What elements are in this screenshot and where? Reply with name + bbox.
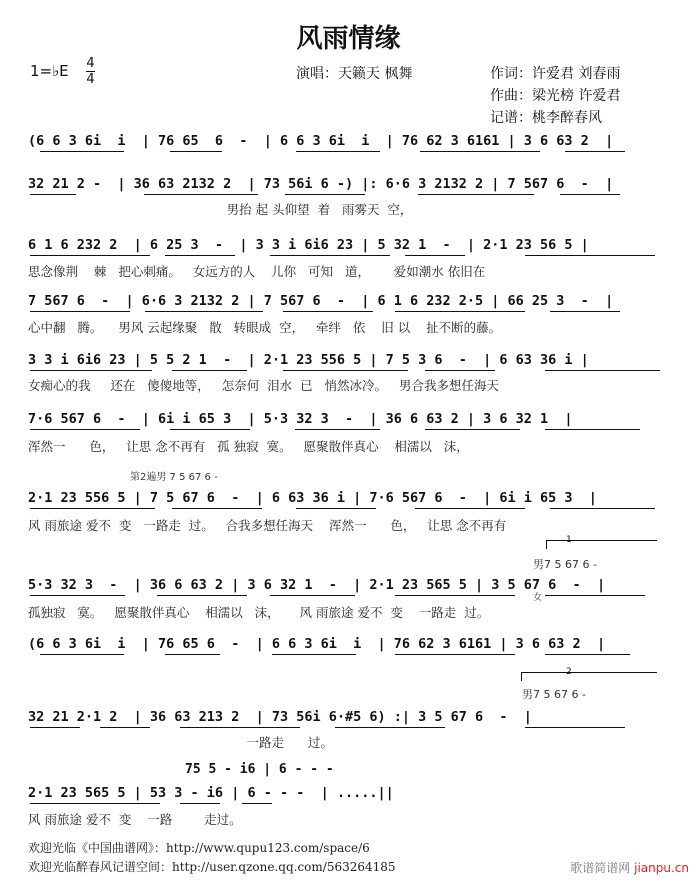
upper-voice-ending: 75 5 - i6 | 6 - - - (185, 762, 334, 777)
notation-row-8: 5·3 32 3 - | 36 6 63 2 | 3 6 32 1 - | 2·1 23 565 5 | 3 5 67 6 - | (28, 577, 606, 593)
footer-link-1: 欢迎光临《中国曲谱网》：http://www.qupu123.com/space/6 (28, 841, 370, 855)
notation-row-3: 6 1 6 232 2 | 6 25 3 - | 3 3 i 6i6 23 | 5 32 1 - | 2·1 23 56 5 | (28, 237, 589, 253)
lyric-row-3: 思念像荆 棘 把心刺痛。 女远方的人 儿你 可知 道， 爱如潮水 依旧在 (28, 264, 486, 279)
second-ending-number: 2 (566, 667, 572, 677)
lyric-row-10: 一路走 过。 (28, 735, 333, 750)
notation-row-4: 7 567 6 - | 6·6 3 2132 2 | 7 567 6 - | 6 1 6 232 2·5 | 66 25 3 - | (28, 293, 614, 309)
time-signature-bottom: 4 (86, 72, 95, 87)
lyric-row-7: 风 雨旅途 爱不 变 一路走 过。 合我多想任海天 浑然一 色， 让思 念不再有 (28, 518, 507, 533)
song-title: 风雨情缘 (296, 24, 401, 54)
notation-row-10: 32 21 2·1 2 | 36 63 213 2 | 73 56i 6·#5 6) :| 3 5 67 6 - | (28, 709, 532, 725)
lyric-row-8: 孤独寂 寞。 愿聚散伴真心 相濡以 沫， 风 雨旅途 爱不 变 一路走 过。 (28, 605, 490, 620)
lyric-row-5: 女痴心的我 还在 傻傻地等， 怎奈何 泪水 已 悄然冰冷。 男合我多想任海天 (28, 378, 499, 393)
singers-credit: 演唱：天籁天 枫舞 (296, 66, 413, 82)
second-ending-note: 第2遍男 7 5 67 6 - (130, 472, 218, 483)
notation-row-11: 2·1 23 565 5 | 53 3 - i6 | 6 - - - | .....|| (28, 785, 394, 801)
notation-row-9: (6 6 3 6i i | 76 65 6 - | 6 6 3 6i i | 76 62 3 6161 | 3 6 63 2 | (28, 636, 606, 652)
male-part-line-b: 男7 5 67 6 - (522, 688, 586, 701)
notation-row-1: (6 6 3 6i i | 76 65 6 - | 6 6 3 6i i | 76 62 3 6161 | 3 6 63 2 | (28, 133, 614, 149)
first-ending-bracket (546, 540, 657, 549)
lyric-row-2: 男抬 起 头仰望 着 雨雾天 空， (28, 202, 413, 217)
watermark-text-a: 歌谱简谱网 (570, 861, 631, 875)
female-part-label: 女 (533, 593, 543, 603)
watermark-text-b: jianpu.cn (634, 861, 689, 875)
lyricist-credit: 作词：许爱君 刘春雨 (490, 66, 621, 82)
lyric-row-11: 风 雨旅途 爱不 变 一路 走过。 (28, 812, 242, 827)
time-signature (86, 57, 95, 86)
key-signature: 1=♭E (30, 62, 69, 80)
male-part-line-a: 男7 5 67 6 - (533, 558, 597, 571)
watermark (570, 859, 689, 876)
notation-row-7: 2·1 23 556 5 | 7 5 67 6 - | 6 63 36 i | 7·6 567 6 - | 6i i 65 3 | (28, 490, 597, 506)
notation-row-2: 32 21 2 - | 36 63 2132 2 | 73 56i 6 -) |: 6·6 3 2132 2 | 7 567 6 - | (28, 176, 614, 192)
footer-link-2: 欢迎光临醉春风记谱空间：http://user.qzone.qq.com/563264185 (28, 860, 396, 874)
lyric-row-4: 心中翻 腾。 男风 云起缘聚 散 转眼成 空， 牵绊 依 旧 以 扯不断的藤。 (28, 320, 502, 335)
second-ending-bracket (521, 672, 657, 681)
transcriber-credit: 记谱：桃李醉春风 (490, 110, 602, 126)
notation-row-5: 3 3 i 6i6 23 | 5 5 2 1 - | 2·1 23 556 5 | 7 5 3 6 - | 6 63 36 i | (28, 352, 589, 368)
composer-credit: 作曲：梁光榜 许爱君 (490, 88, 621, 104)
first-ending-number: 1 (566, 535, 572, 545)
notation-row-6: 7·6 567 6 - | 6i i 65 3 | 5·3 32 3 - | 36 6 63 2 | 3 6 32 1 | (28, 411, 573, 427)
time-signature-top: 4 (86, 56, 95, 71)
lyric-row-6: 浑然一 色， 让思 念不再有 孤 独寂 寞。 愿聚散伴真心 相濡以 沫， (28, 439, 469, 454)
